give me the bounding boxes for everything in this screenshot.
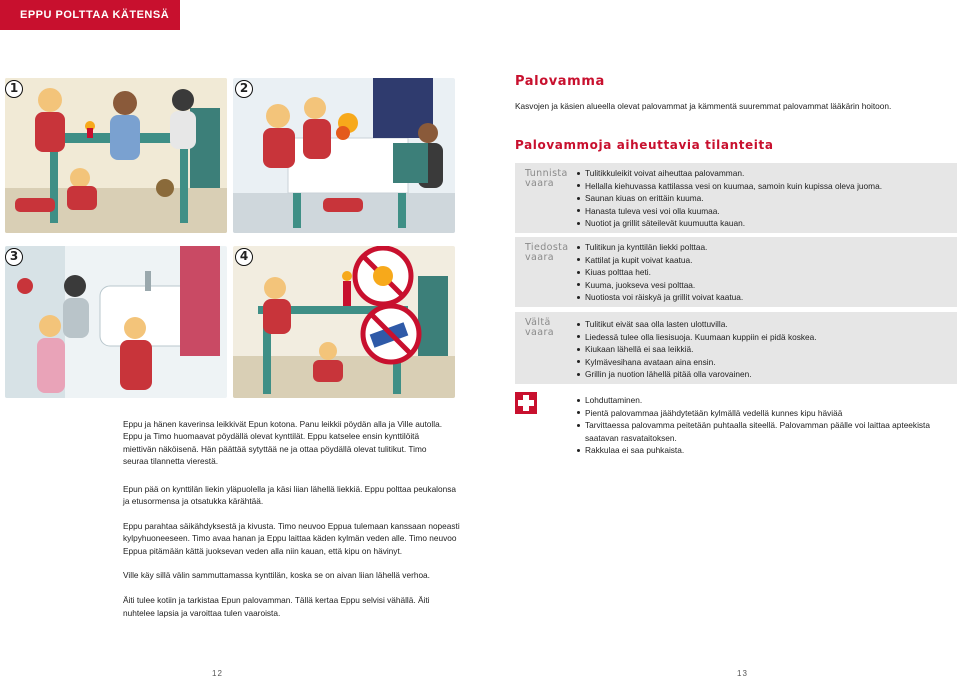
list-item: Hanasta tuleva vesi voi olla kuumaa. [577,205,882,218]
list-item: Liedessä tulee olla liesisuoja. Kuumaan kuppiin ei pidä koskea. [577,331,817,344]
situations-title: Palovammoja aiheuttavia tilanteita [515,138,774,152]
page-number-right: 13 [737,669,748,678]
band-aware [515,237,957,307]
section-intro: Kasvojen ja käsien alueella olevat palovammat ja kämmentä suuremmat palovammat lääkärin hoitoon. [515,101,892,111]
aware-list [577,241,743,304]
page-number-left: 12 [212,669,223,678]
band-avoid [515,312,957,384]
first-aid-cross-icon [515,392,537,414]
illustration-number-4: 4 [235,248,253,266]
list-item: Rakkulaa ei saa puhkaista. [577,444,937,457]
chapter-header [0,0,180,30]
first-aid-list [577,394,937,457]
list-item: Nuotiosta voi räiskyä ja grillit voivat kaatua. [577,291,743,304]
children-under-table-illustration-icon [5,78,227,233]
band-label: Tunnista vaara [525,168,568,189]
illustration-4 [233,246,455,398]
story-paragraph: Äiti tulee kotiin ja tarkistaa Epun palovamman. Tällä kertaa Eppu selvisi vähällä. Äiti nuhtelee lapsia ja varoittaa tulen vaaroista. [123,595,430,618]
list-item: Lohduttaminen. [577,394,937,407]
list-item: Pientä palovammaa jäähdytetään kylmällä vedellä kunnes kipu häviää [577,407,937,420]
candle-matches-illustration-icon [233,246,455,398]
story-text [123,483,463,631]
illustration-number-3: 3 [5,248,23,266]
list-item: Kiukaan lähellä ei saa leikkiä. [577,343,817,356]
list-item: Kylmävesihana avataan aina ensin. [577,356,817,369]
story-paragraph: Ville käy sillä välin sammuttamassa kynttilän, koska se on aivan liian lähellä verhoa. [123,570,430,581]
bathroom-sink-illustration-icon [5,246,227,398]
illustration-number-1: 1 [5,80,23,98]
section-title: Palovamma [515,74,605,89]
band-label: Tiedosta vaara [525,242,569,263]
list-item: Kattilat ja kupit voivat kaatua. [577,254,743,267]
story-paragraph: Epun pää on kynttilän liekin yläpuolella ja käsi liian lähellä liekkiä. Eppu polttaa peukalonsa ja etusormensa ja otsatukka kärähtää. [123,484,457,507]
list-item: Saunan kiuas on erittäin kuuma. [577,192,882,205]
illustration-2 [233,78,455,233]
illustration-1 [5,78,227,233]
illustration-3 [5,246,227,398]
list-item: Kiuas polttaa heti. [577,266,743,279]
scene-caption: Eppu ja hänen kaverinsa leikkivät Epun kotona. Panu leikkii pöydän alla ja Ville autolla. Eppu ja Timo huomaavat pöydällä olevat kynttilät. Eppu katselee ensin kynttilöitä miettivän näköisenä. Hän päättää sytyttää ne ja ottaa pöydällä olevat tulitikut. Timo seuraa tilannetta vierestä. [123,419,443,466]
band-label: Vältä vaara [525,317,554,338]
recognize-list [577,167,882,230]
list-item: Tarvittaessa palovamma peitetään puhtaalla siteellä. Palovamman päälle voi laittaa apteekista saatavan rasvataitoksen. [577,419,937,444]
avoid-list [577,318,817,381]
list-item: Kuuma, juokseva vesi polttaa. [577,279,743,292]
illustration-number-2: 2 [235,80,253,98]
chapter-title: EPPU POLTTAA KÄTENSÄ [20,9,170,21]
story-paragraph: Eppu parahtaa säikähdyksestä ja kivusta. Timo neuvoo Eppua tulemaan kanssaan nopeasti kylpyhuoneeseen. Timo avaa hanan ja Eppu laittaa käden kylmän veden alle. Timo neuvoo Eppua pitämään kättä juoksevan veden alla niin kauan, että kipu on hävinyt. [123,521,460,556]
list-item: Hellalla kiehuvassa kattilassa vesi on kuumaa, samoin kuin kupissa oleva juoma. [577,180,882,193]
list-item: Tulitikut eivät saa olla lasten ulottuvilla. [577,318,817,331]
list-item: Tulitikun ja kynttilän liekki polttaa. [577,241,743,254]
list-item: Grillin ja nuotion lähellä pitää olla varovainen. [577,368,817,381]
list-item: Nuotiot ja grillit säteilevät kuumuutta kauan. [577,217,882,230]
list-item: Tulitikkuleikit voivat aiheuttaa palovamman. [577,167,882,180]
fire-tablecloth-illustration-icon [233,78,455,233]
band-recognize [515,163,957,233]
